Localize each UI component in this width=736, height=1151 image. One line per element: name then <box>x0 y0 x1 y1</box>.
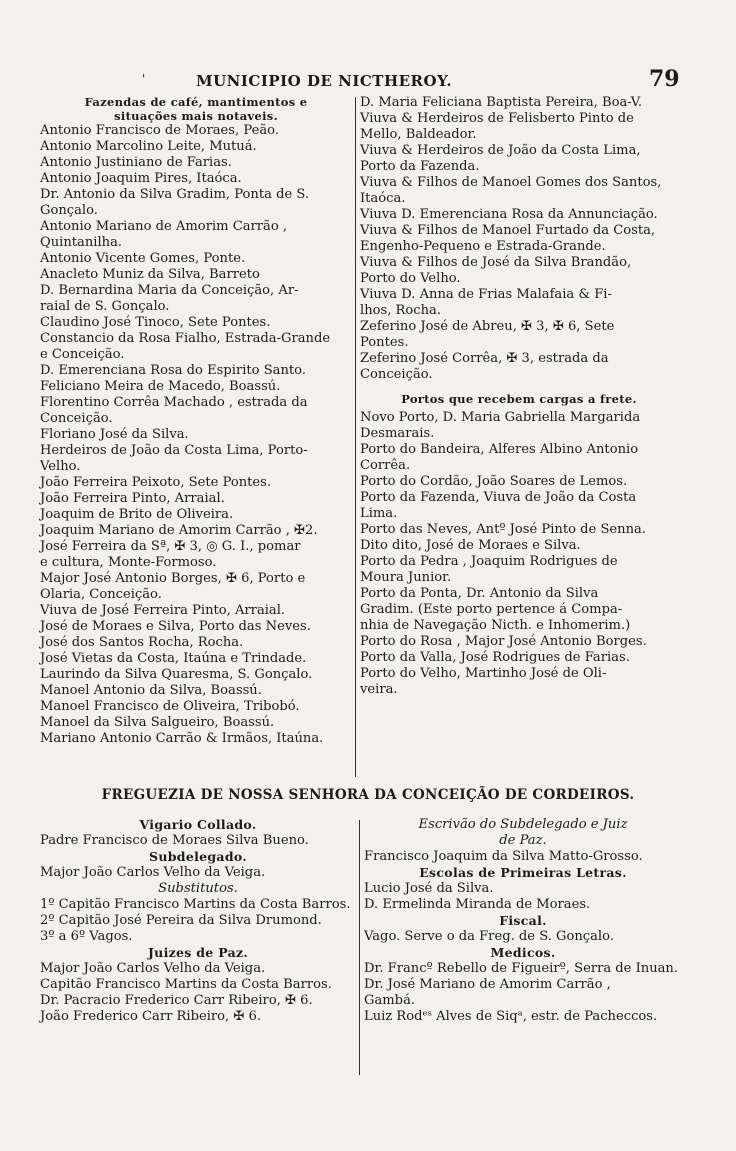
official-entry: Capitão Francisco Martins da Costa Barros. <box>40 977 332 992</box>
farm-entry-line: Antonio Marcolino Leite, Mutuá. <box>40 139 257 154</box>
farm-entry <box>40 443 352 475</box>
farm-entry <box>40 683 352 699</box>
official-entry: Luiz Rodᵉˢ Alves de Siqᵃ, estr. de Pacheccos. <box>364 1009 658 1024</box>
port-entry-line: Lima. <box>360 506 398 521</box>
farm-entry <box>40 283 352 315</box>
freguezia-title: FREGUEZIA DE NOSSA SENHORA DA CONCEIÇÃO DE CORDEIROS. <box>101 787 635 803</box>
farm-entry <box>40 667 352 683</box>
farm-entry-line: Viuva de José Ferreira Pinto, Arraial. <box>40 603 286 618</box>
port-entry <box>360 490 678 522</box>
farm-entry <box>40 571 352 603</box>
farm-entry <box>40 635 352 651</box>
ports-list <box>360 410 678 698</box>
farm-entry-line: José Ferreira da Sª, ✠ 3, ◎ G. I., pomar <box>40 539 301 554</box>
farm-entry-line: Manoel da Silva Salgueiro, Boassú. <box>40 715 275 730</box>
office-heading: Medicos. <box>490 945 556 960</box>
port-entry <box>360 442 678 474</box>
farm-entry-line: Claudino José Tinoco, Sete Pontes. <box>40 315 271 330</box>
official-entry <box>364 977 682 1009</box>
port-entry-line: Porto da Ponta, Dr. Antonio da Silva <box>360 586 599 601</box>
port-entry-line: Porto do Rosa , Major José Antonio Borges. <box>360 634 647 649</box>
farm-entry <box>40 219 352 251</box>
farm-entry <box>40 523 352 539</box>
widow-entry-line: Viuva & Filhos de Manoel Furtado da Costa, <box>360 223 656 238</box>
widow-entry-line: Engenho-Pequeno e Estrada-Grande. <box>360 239 606 254</box>
farm-entry-line: Joaquim Mariano de Amorim Carrão , ✠2. <box>40 523 318 538</box>
widow-entry-line: lhos, Rocha. <box>360 303 442 318</box>
widow-entry <box>360 351 678 383</box>
widow-entry <box>360 207 678 223</box>
widow-entry <box>360 255 678 287</box>
column-divider <box>355 97 356 777</box>
official-entry-line: Gambá. <box>364 993 416 1008</box>
farm-entry-line: Quintanilha. <box>40 235 123 250</box>
farm-entry <box>40 603 352 619</box>
farm-entry <box>40 155 352 171</box>
widow-entry <box>360 111 678 143</box>
farm-entry-line: D. Emerenciana Rosa do Espirito Santo. <box>40 363 306 378</box>
port-entry <box>360 634 678 650</box>
widow-entry-line: Viuva & Herdeiros de João da Costa Lima, <box>360 143 641 158</box>
port-entry-line: Dito dito, José de Moraes e Silva. <box>360 538 581 553</box>
farm-entry-line: Manoel Francisco de Oliveira, Tribobó. <box>40 699 300 714</box>
farms-title-line: Fazendas de café, mantimentos e <box>84 95 308 109</box>
port-entry-line: Porto da Valla, José Rodrigues de Farias. <box>360 650 630 665</box>
page-title: MUNICIPIO DE NICTHEROY. <box>196 72 453 90</box>
port-entry <box>360 538 678 554</box>
farm-entry <box>40 251 352 267</box>
ports-section-title: Portos que recebem cargas a frete. <box>401 392 637 406</box>
official-entry: D. Ermelinda Miranda de Moraes. <box>364 897 591 912</box>
farm-entry <box>40 363 352 379</box>
port-entry <box>360 474 678 490</box>
farm-entry-line: José Vietas da Costa, Itaúna e Trindade. <box>40 651 307 666</box>
official-entry: 1º Capitão Francisco Martins da Costa Barros. <box>40 897 351 912</box>
farm-entry-line: José de Moraes e Silva, Porto das Neves. <box>40 619 311 634</box>
farm-entry-line: Olaria, Conceição. <box>40 587 162 602</box>
office-heading: Escolas de Primeiras Letras. <box>419 865 627 880</box>
freguezia-left-column <box>40 817 356 1025</box>
farm-entry-line: Laurindo da Silva Quaresma, S. Gonçalo. <box>40 667 313 682</box>
farms-title-line: situações mais notaveis. <box>114 109 278 123</box>
port-entry-line: Porto das Neves, Antº José Pinto de Senna. <box>360 522 647 537</box>
port-entry-line: Corrêa. <box>360 458 411 473</box>
official-entry: Francisco Joaquim da Silva Matto-Grosso. <box>364 849 643 864</box>
farm-entry-line: Antonio Mariano de Amorim Carrão , <box>40 219 288 234</box>
widow-entry-line: Conceição. <box>360 367 433 382</box>
farm-entry-line: João Ferreira Peixoto, Sete Pontes. <box>40 475 272 490</box>
port-entry <box>360 522 678 538</box>
port-entry-line: veira. <box>360 682 398 697</box>
port-entry-line: Porto do Cordão, João Soares de Lemos. <box>360 474 628 489</box>
farm-entry <box>40 171 352 187</box>
port-entry <box>360 650 678 666</box>
farms-section-title <box>40 95 352 123</box>
farm-entry-line: raial de S. Gonçalo. <box>40 299 170 314</box>
farm-entry-line: Mariano Antonio Carrão & Irmãos, Itaúna. <box>40 731 324 746</box>
port-entry-line: Porto da Pedra , Joaquim Rodrigues de <box>360 554 618 569</box>
widow-entry-line: Zeferino José Corrêa, ✠ 3, estrada da <box>360 351 609 366</box>
farm-entry-line: José dos Santos Rocha, Rocha. <box>40 635 244 650</box>
official-entry: Dr. Francº Rebello de Figueirº, Serra de Inuan. <box>364 961 679 976</box>
office-heading: Vigario Collado. <box>139 817 257 832</box>
freguezia-right-column <box>364 817 682 1025</box>
farm-entry-line: Feliciano Meira de Macedo, Boassú. <box>40 379 281 394</box>
widow-list <box>360 95 678 383</box>
widow-entry-line: Viuva & Filhos de Manoel Gomes dos Santos, <box>360 175 662 190</box>
widow-entry-line: D. Maria Feliciana Baptista Pereira, Boa-V. <box>360 95 643 110</box>
farm-entry <box>40 475 352 491</box>
page-header <box>0 66 736 94</box>
farm-list <box>40 123 352 747</box>
widow-entry-line: Viuva & Filhos de José da Silva Brandão, <box>360 255 632 270</box>
port-entry <box>360 666 678 698</box>
port-entry-line: Moura Junior. <box>360 570 452 585</box>
farm-entry <box>40 395 352 427</box>
official-entry: 2º Capitão José Pereira da Silva Drumond. <box>40 913 322 928</box>
farm-entry <box>40 187 352 219</box>
widow-entry <box>360 287 678 319</box>
office-subheading: Escrivão do Subdelegado e Juiz <box>418 817 628 832</box>
farm-entry-line: D. Bernardina Maria da Conceição, Ar- <box>40 283 299 298</box>
widow-entry-line: Porto da Fazenda. <box>360 159 480 174</box>
farm-entry <box>40 699 352 715</box>
widow-entry-line: Viuva D. Emerenciana Rosa da Annunciação. <box>360 207 658 222</box>
farm-entry <box>40 123 352 139</box>
farm-entry-line: Herdeiros de João da Costa Lima, Porto- <box>40 443 308 458</box>
farm-entry-line: Major José Antonio Borges, ✠ 6, Porto e <box>40 571 306 586</box>
widow-entry <box>360 95 678 111</box>
farm-entry-line: Constancio da Rosa Fialho, Estrada-Grande <box>40 331 331 346</box>
header-mark: ' <box>142 72 146 86</box>
farm-entry-line: e Conceição. <box>40 347 125 362</box>
official-entry: Dr. Pacracio Frederico Carr Ribeiro, ✠ 6. <box>40 993 313 1008</box>
official-entry: Major João Carlos Velho da Veiga. <box>40 961 266 976</box>
farm-entry-line: Anacleto Muniz da Silva, Barreto <box>40 267 260 282</box>
farm-entry-line: Manoel Antonio da Silva, Boassú. <box>40 683 262 698</box>
official-entry: Vago. Serve o da Freg. de S. Gonçalo. <box>364 929 614 944</box>
farm-entry-line: Joaquim de Brito de Oliveira. <box>40 507 234 522</box>
office-heading: Juizes de Paz. <box>147 945 249 960</box>
port-entry-line: Porto do Bandeira, Alferes Albino Antonio <box>360 442 639 457</box>
widow-entry-line: Zeferino José de Abreu, ✠ 3, ✠ 6, Sete <box>360 319 615 334</box>
farm-entry <box>40 651 352 667</box>
official-entry: João Frederico Carr Ribeiro, ✠ 6. <box>40 1009 261 1024</box>
official-entry: Padre Francisco de Moraes Silva Bueno. <box>40 833 309 848</box>
farm-entry-line: Gonçalo. <box>40 203 98 218</box>
farm-entry <box>40 379 352 395</box>
column-divider <box>359 820 360 1075</box>
farm-entry <box>40 427 352 443</box>
farm-entry-line: Antonio Justiniano de Farias. <box>40 155 232 170</box>
widow-entry-line: Pontes. <box>360 335 409 350</box>
port-entry-line: Gradim. (Este porto pertence á Compa- <box>360 602 623 617</box>
farm-entry <box>40 539 352 571</box>
official-entry-line: Dr. José Mariano de Amorim Carrão , <box>364 977 611 992</box>
farm-entry-line: Florentino Corrêa Machado , estrada da <box>40 395 308 410</box>
port-entry <box>360 554 678 586</box>
farm-entry-line: Dr. Antonio da Silva Gradim, Ponta de S. <box>40 187 310 202</box>
official-entry: 3º a 6º Vagos. <box>40 929 133 944</box>
widow-entry-line: Porto do Velho. <box>360 271 461 286</box>
widow-entry-line: Viuva & Herdeiros de Felisberto Pinto de <box>360 111 634 126</box>
widow-entry-line: Itaóca. <box>360 191 406 206</box>
farm-entry-line: Antonio Francisco de Moraes, Peão. <box>40 123 279 138</box>
farm-entry <box>40 507 352 523</box>
office-heading: Fiscal. <box>499 913 547 928</box>
farm-entry-line: Floriano José da Silva. <box>40 427 189 442</box>
farm-entry-line: e cultura, Monte-Formoso. <box>40 555 217 570</box>
official-entry: Lucio José da Silva. <box>364 881 494 896</box>
farm-entry <box>40 331 352 363</box>
widow-entry <box>360 175 678 207</box>
farm-entry <box>40 731 352 747</box>
office-subheading: de Paz. <box>499 833 547 848</box>
farm-entry-line: Antonio Vicente Gomes, Ponte. <box>40 251 246 266</box>
page-number: 79 <box>649 66 680 92</box>
port-entry-line: Porto do Velho, Martinho José de Oli- <box>360 666 607 681</box>
office-heading: Subdelegado. <box>149 849 247 864</box>
farm-entry <box>40 619 352 635</box>
farm-entry <box>40 715 352 731</box>
widow-entry <box>360 143 678 175</box>
farm-entry-line: João Ferreira Pinto, Arraial. <box>40 491 225 506</box>
port-entry-line: nhia de Navegação Nicth. e Inhomerim.) <box>360 618 631 633</box>
office-subheading: Substitutos. <box>158 881 238 896</box>
left-column <box>40 95 352 747</box>
widow-entry <box>360 223 678 255</box>
port-entry <box>360 586 678 634</box>
farm-entry <box>40 139 352 155</box>
farm-entry-line: Conceição. <box>40 411 113 426</box>
widow-entry-line: Viuva D. Anna de Frias Malafaia & Fi- <box>360 287 612 302</box>
official-entry: Major João Carlos Velho da Veiga. <box>40 865 266 880</box>
farm-entry-line: Antonio Joaquim Pires, Itaóca. <box>40 171 242 186</box>
port-entry <box>360 410 678 442</box>
farm-entry <box>40 315 352 331</box>
farm-entry-line: Velho. <box>40 459 81 474</box>
widow-entry-line: Mello, Baldeador. <box>360 127 477 142</box>
farm-entry <box>40 267 352 283</box>
right-column <box>360 95 678 698</box>
port-entry-line: Novo Porto, D. Maria Gabriella Margarida <box>360 410 641 425</box>
widow-entry <box>360 319 678 351</box>
port-entry-line: Porto da Fazenda, Viuva de João da Costa <box>360 490 637 505</box>
port-entry-line: Desmarais. <box>360 426 435 441</box>
farm-entry <box>40 491 352 507</box>
